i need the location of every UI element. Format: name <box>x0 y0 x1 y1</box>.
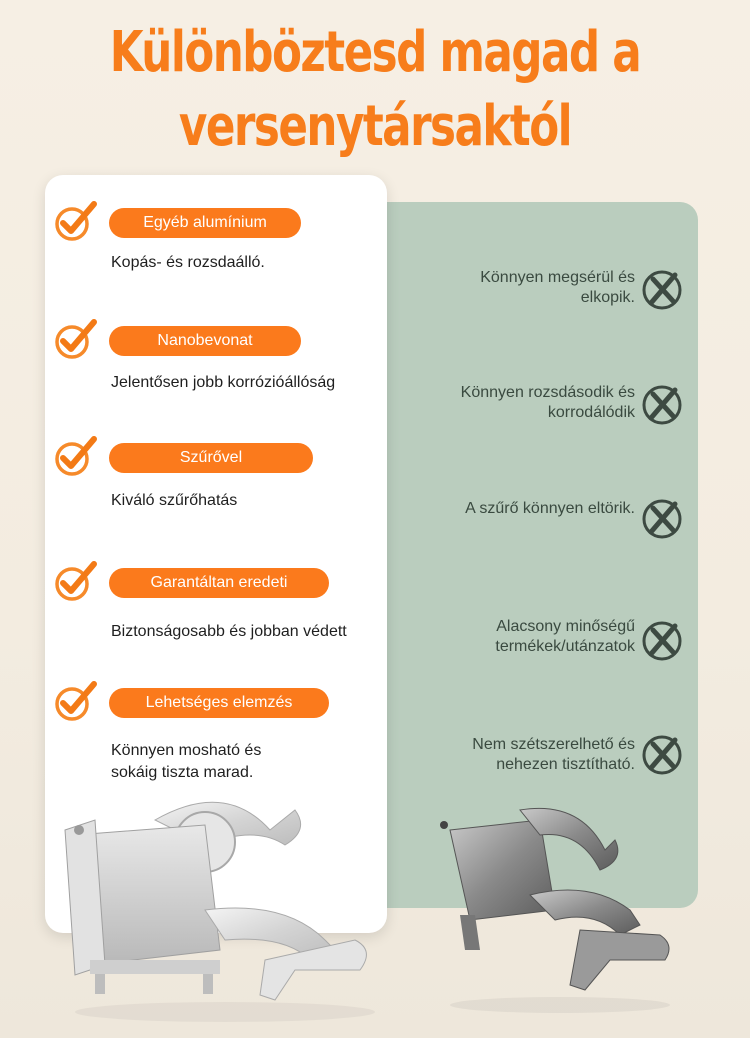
pro-label-2: Nanobevonat <box>109 326 301 356</box>
con-text-1: Könnyen megsérül és elkopik. <box>480 269 635 306</box>
page-title-line1: Különböztesd magad a <box>109 20 641 85</box>
pro-desc-5-line2: sokáig tiszta marad. <box>111 764 254 781</box>
cross-circle-icon <box>640 731 686 777</box>
checkmark-icon <box>52 200 98 244</box>
checkmark-icon <box>52 435 98 479</box>
con-text-2: Könnyen rozsdásodik és korrodálódik <box>460 384 635 421</box>
con-text-5: Nem szétszerelhető és nehezen tisztítható. <box>472 736 635 773</box>
cross-circle-icon <box>640 381 686 427</box>
pro-desc-1: Kopás- és rozsdaálló. <box>111 254 265 271</box>
cross-circle-icon <box>640 266 686 312</box>
con-text-3: A szűrő könnyen eltörik. <box>465 500 635 517</box>
checkmark-icon <box>52 560 98 604</box>
pro-desc-2: Jelentősen jobb korrózióállóság <box>111 374 336 391</box>
competitor-juicer-image <box>430 800 690 1020</box>
pro-label-4: Garantáltan eredeti <box>109 568 329 598</box>
cross-circle-icon <box>640 495 686 541</box>
pro-label-3: Szűrővel <box>109 443 313 473</box>
pro-label-5: Lehetséges elemzés <box>109 688 329 718</box>
our-juicer-image <box>55 790 395 1030</box>
pro-desc-5-line1: Könnyen mosható és <box>111 742 262 759</box>
cross-circle-icon <box>640 617 686 663</box>
checkmark-icon <box>52 680 98 724</box>
pro-label-1: Egyéb alumínium <box>109 208 301 238</box>
pro-desc-3: Kiváló szűrőhatás <box>111 492 238 509</box>
pro-desc-4: Biztonságosabb és jobban védett <box>111 623 347 640</box>
page-title-line2: versenytársaktól <box>178 94 572 159</box>
con-text-4: Alacsony minőségű termékek/utánzatok <box>495 618 635 655</box>
checkmark-icon <box>52 318 98 362</box>
